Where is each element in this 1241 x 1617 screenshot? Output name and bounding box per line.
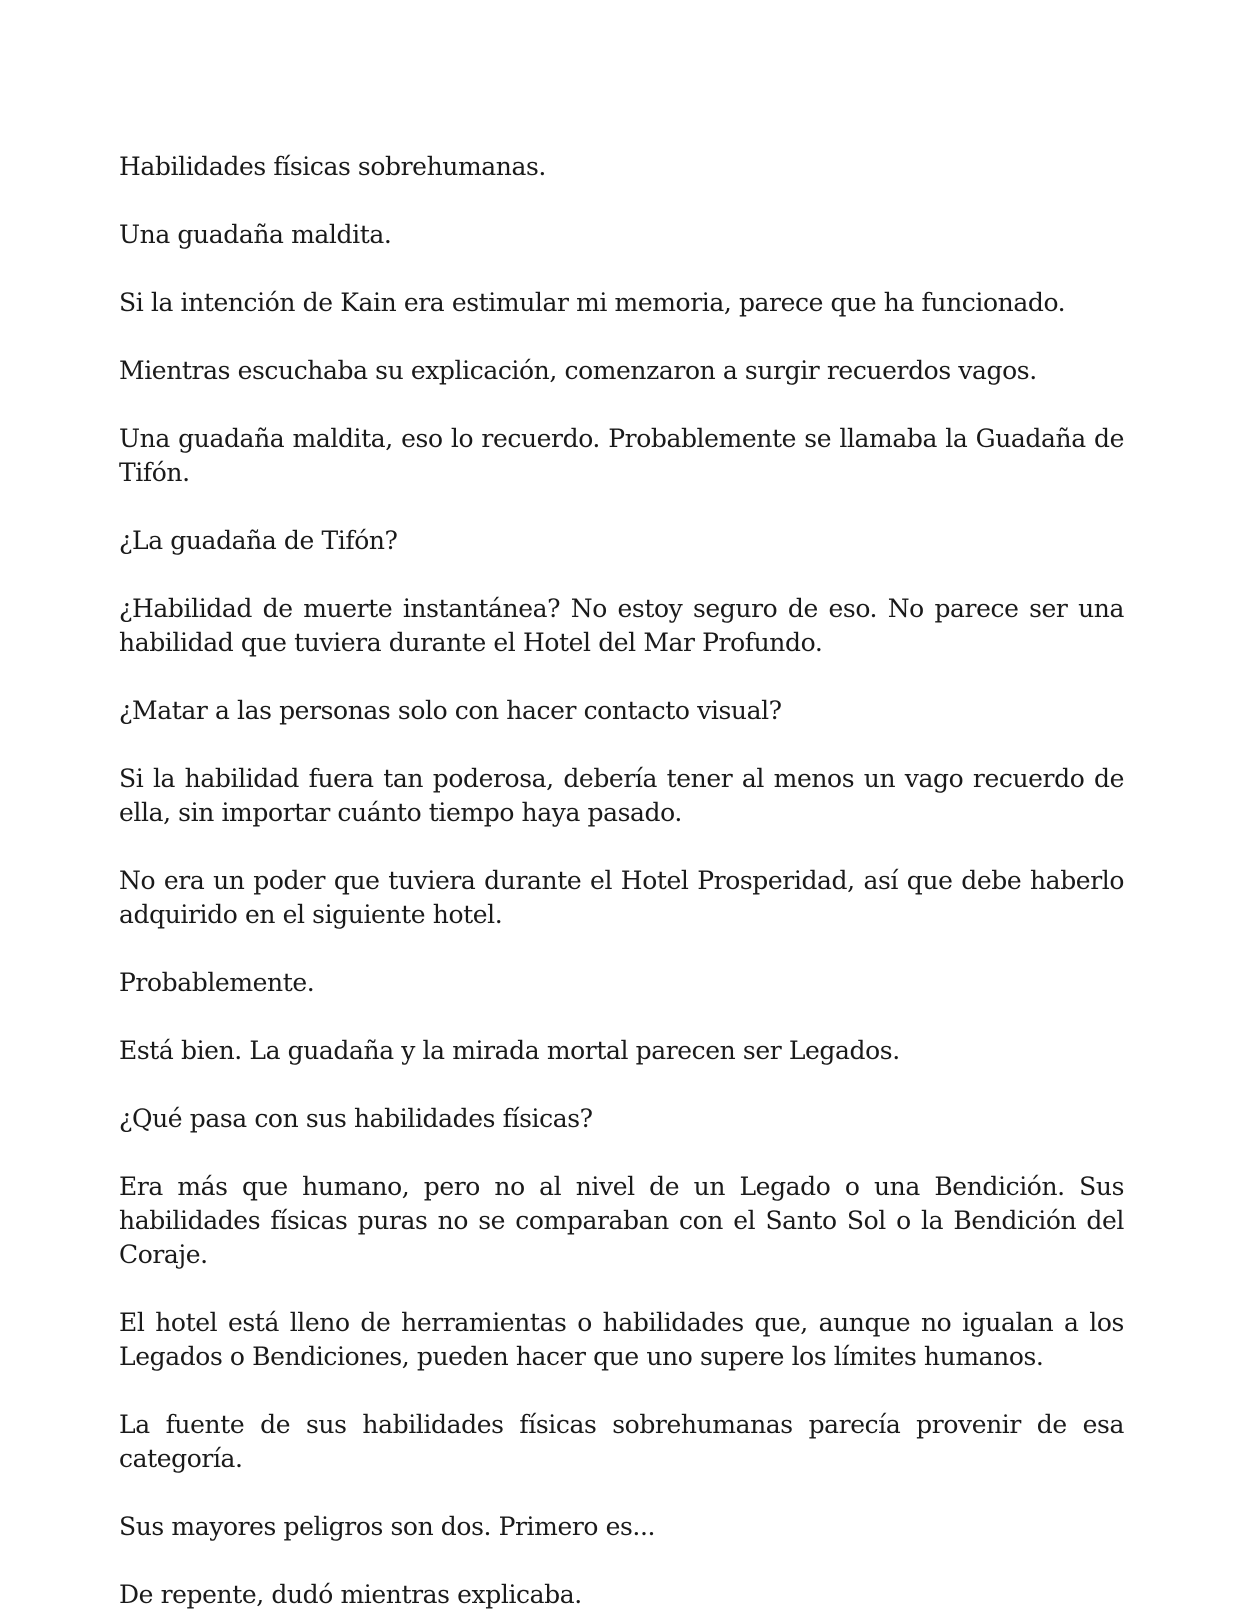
paragraph: La fuente de sus habilidades físicas sobrehumanas parecía provenir de esa categoría.: [119, 1410, 1124, 1473]
paragraph: Una guadaña maldita.: [119, 220, 392, 249]
paragraph: ¿Matar a las personas solo con hacer contacto visual?: [119, 696, 782, 725]
paragraph: Mientras escuchaba su explicación, comenzaron a surgir recuerdos vagos.: [119, 356, 1037, 385]
paragraph: ¿Qué pasa con sus habilidades físicas?: [119, 1104, 593, 1133]
paragraph: ¿Habilidad de muerte instantánea? No estoy seguro de eso. No parece ser una habilidad que tuviera durante el Hotel del Mar Profundo.: [119, 594, 1124, 657]
paragraph: Habilidades físicas sobrehumanas.: [119, 152, 546, 181]
paragraph: Probablemente.: [119, 968, 315, 997]
paragraph: Sus mayores peligros son dos. Primero es...: [119, 1512, 656, 1541]
document-body: [119, 150, 1124, 1617]
paragraph: No era un poder que tuviera durante el Hotel Prosperidad, así que debe haberlo adquirido en el siguiente hotel.: [119, 866, 1124, 929]
paragraph: Está bien. La guadaña y la mirada mortal parecen ser Legados.: [119, 1036, 900, 1065]
paragraph: Si la intención de Kain era estimular mi memoria, parece que ha funcionado.: [119, 288, 1066, 317]
paragraph: El hotel está lleno de herramientas o habilidades que, aunque no igualan a los Legados o Bendiciones, pueden hacer que uno supere los límites humanos.: [119, 1308, 1124, 1371]
paragraph: Era más que humano, pero no al nivel de un Legado o una Bendición. Sus habilidades físicas puras no se comparaban con el Santo Sol o la Bendición del Coraje.: [119, 1172, 1124, 1269]
paragraph: De repente, dudó mientras explicaba.: [119, 1580, 582, 1609]
paragraph: Si la habilidad fuera tan poderosa, debería tener al menos un vago recuerdo de ella, sin importar cuánto tiempo haya pasado.: [119, 764, 1124, 827]
paragraph: ¿La guadaña de Tifón?: [119, 526, 398, 555]
paragraph: Una guadaña maldita, eso lo recuerdo. Probablemente se llamaba la Guadaña de Tifón.: [119, 424, 1124, 487]
